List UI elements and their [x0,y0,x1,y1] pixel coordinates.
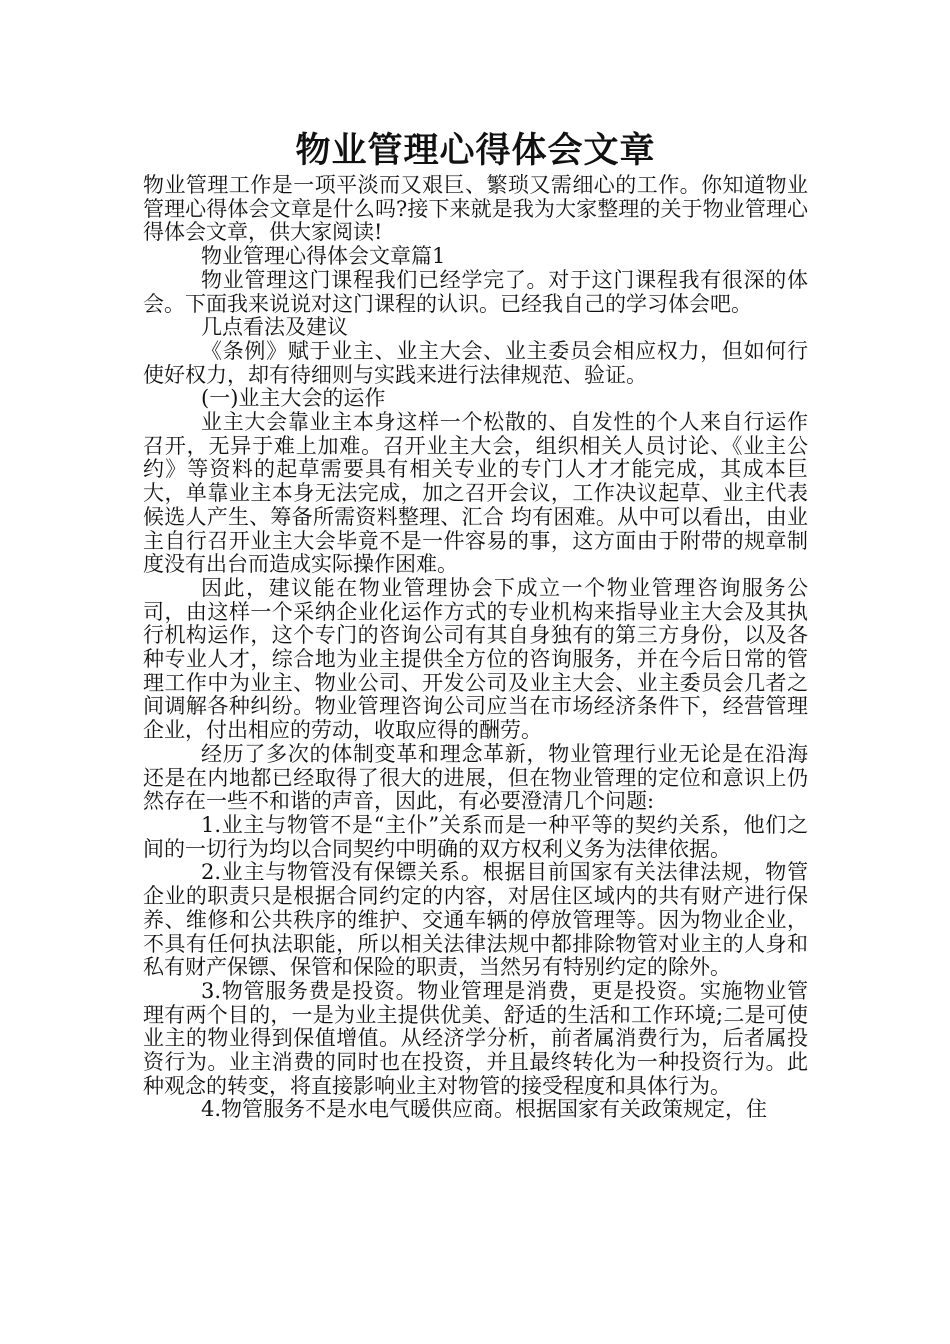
body-paragraph: 3.物管服务费是投资。物业管理是消费，更是投资。实施物业管理有两个目的，一是为业主提供优美、舒适的生活和工作环境;二是可使业主的物业得到保值增值。从经济学分析，前者属消费行为，后者属投资行为。业主消费的同时也在投资，并且最终转化为一种投资行为。此种观念的转变，将直接影响业主对物管的接受程度和具体行为。 [143,978,808,1098]
body-paragraph: 4.物管服务不是水电气暖供应商。根据国家有关政策规定，住 [201,1097,768,1122]
document-page [143,128,808,1122]
body-paragraph: 因此，建议能在物业管理协会下成立一个物业管理咨询服务公司，由这样一个采纳企业化运作方式的专业机构来指导业主大会及其执行机构运作，这个专门的咨询公司有其自身独有的第三方身份，以及各种专业人才，综合地为业主提供全方位的咨询服务，并在今后日常的管理工作中为业主、物业公司、开发公司及业主大会、业主委员会几者之间调解各种纠纷。物业管理咨询公司应当在市场经济条件下，经营管理企业，付出相应的劳动，收取应得的酬劳。 [143,575,808,743]
body-paragraph: 物业管理心得体会文章篇1 [201,244,446,269]
document-body [143,174,808,1122]
body-paragraph: 经历了多次的体制变革和理念革新，物业管理行业无论是在沿海还是在内地都已经取得了很大的进展，但在物业管理的定位和意识上仍然存在一些不和谐的声音，因此，有必要澄清几个问题: [143,741,808,814]
body-paragraph: 业主大会靠业主本身这样一个松散的、自发性的个人来自行运作召开，无异于难上加难。召开业主大会，组织相关人员讨论、《业主公约》等资料的起草需要具有相关专业的专门人才才能完成，其成本巨大，单靠业主本身无法完成，加之召开会议，工作决议起草、业主代表候选人产生、筹备所需资料整理、汇合 均有困难。从中可以看出，由业主自行召开业主大会毕竟不是一件容易的事，这方面由于附带的规章制度没有出台而造成实际操作困难。 [143,410,808,577]
body-paragraph: 几点看法及建议 [201,315,348,340]
document-title: 物业管理心得体会文章 [295,130,656,171]
body-paragraph: 物业管理工作是一项平淡而又艰巨、繁琐又需细心的工作。你知道物业管理心得体会文章是什么吗?接下来就是我为大家整理的关于物业管理心得体会文章，供大家阅读! [143,173,808,245]
body-paragraph: 1.业主与物管不是“主仆”关系而是一种平等的契约关系，他们之间的一切行为均以合同契约中明确的双方权利义务为法律依据。 [143,812,808,861]
body-paragraph: (一)业主大会的运作 [201,386,386,411]
body-paragraph: 物业管理这门课程我们已经学完了。对于这门课程我有很深的体会。下面我来说说对这门课程的认识。已经我自己的学习体会吧。 [143,267,808,316]
body-paragraph: 《条例》赋于业主、业主大会、业主委员会相应权力，但如何行使好权力，却有待细则与实践来进行法律规范、验证。 [143,338,808,387]
body-paragraph: 2.业主与物管没有保镖关系。根据目前国家有关法律法规，物管企业的职责只是根据合同约定的内容，对居住区域内的共有财产进行保养、维修和公共秩序的维护、交通车辆的停放管理等。因为物业企业，不具有任何执法职能，所以相关法律法规中都排除物管对业主的人身和私有财产保镖、保管和保险的职责，当然另有特别约定的除外。 [143,860,808,980]
